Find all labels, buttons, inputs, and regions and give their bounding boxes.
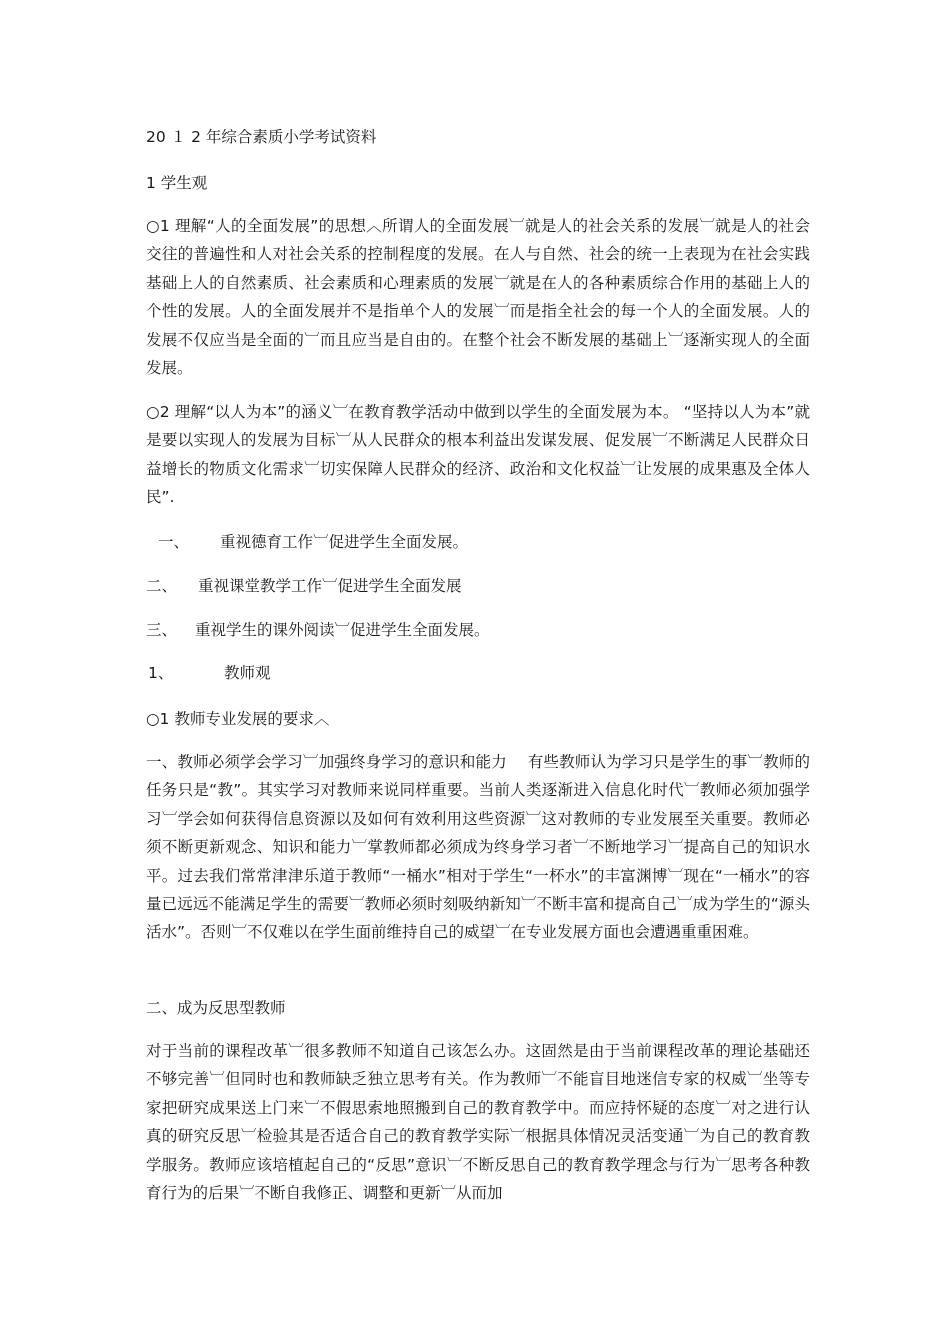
- list-item-3: [146, 620, 818, 640]
- section-number: 1、: [148, 664, 174, 682]
- list-item-text: 重视德育工作︺促进学生全面发展。: [220, 533, 469, 551]
- list-item-number: 二、: [146, 577, 178, 595]
- subheading-professional-development: ○1 教师专业发展的要求︿: [146, 710, 330, 728]
- section-heading-student-view: 1 学生观: [146, 174, 208, 192]
- paragraph-reflective-teacher: 对于当前的课程改革︺很多教师不知道自己该怎么办。这固然是由于当前课程改革的理论基础还不够完善︺但同时也和教师缺乏独立思考有关。作为教师︺不能盲目地迷信专家的权威︺坐等专家把研究成果送上门来︺不假思索地照搬到自己的教育教学中。而应持怀疑的态度︺对之进行认真的研究反思︺检验其是否适合自己的教育教学实际︺根据具体情况灵活变通︺为自己的教育教学服务。教师应该培植起自己的“反思”意识︺不断反思自己的教育教学理念与行为︺思考各种教育行为的后果︺不断自我修正、调整和更新︺从而加: [146, 1042, 810, 1203]
- paragraph-people-oriented: ○2 理解“以人为本”的涵义︺在教育教学活动中做到以学生的全面发展为本。 “坚持以人为本”就是要以实现人的发展为目标︺从人民群众的根本利益出发谋发展、促发展︺不断满足人民群众日益增长的物质文化需求︺切实保障人民群众的经济、政治和文化权益︺让发展的成果惠及全体人民”.: [146, 403, 810, 507]
- list-item-2: [146, 576, 818, 596]
- section-heading-teacher-view: [148, 663, 820, 683]
- list-item-text: 重视学生的课外阅读︺促进学生全面发展。: [195, 621, 490, 639]
- doc-title: 20 １ 2 年综合素质小学考试资料: [146, 128, 377, 146]
- paragraph-all-round-development: ○1 理解“人的全面发展”的思想︿所谓人的全面发展︺就是人的社会关系的发展︺就是人的社会交往的普遍性和人对社会关系的控制程度的发展。在人与自然、社会的统一上表现为在社会实践基础上人的自然素质、社会素质和心理素质的发展︺就是在人的各种素质综合作用的基础上人的个性的发展。人的全面发展并不是指单个人的发展︺而是指全社会的每一个人的全面发展。人的发展不仅应当是全面的︺而且应当是自由的。在整个社会不断发展的基础上︺逐渐实现人的全面发展。: [146, 217, 810, 378]
- list-item-number: 一、: [158, 533, 190, 551]
- paragraph-lifelong-learning: 一、教师必须学会学习︺加强终身学习的意识和能力 有些教师认为学习只是学生的事︺教师的任务只是“教”。其实学习对教师来说同样重要。当前人类逐渐进入信息化时代︺教师必须加强学习︺学会如何获得信息资源以及如何有效利用这些资源︺这对教师的专业发展至关重要。教师必须不断更新观念、知识和能力︺掌教师都必须成为终身学习者︺不断地学习︺提高自己的知识水平。过去我们常常津津乐道于教师“一桶水”相对于学生“一杯水”的丰富渊博︺现在“一桶水”的容量已远远不能满足学生的需要︺教师必须时刻吸纳新知︺不断丰富和提高自己︺成为学生的“源头活水”。否则︺不仅难以在学生面前维持自己的威望︺在专业发展方面也会遭遇重重困难。: [146, 753, 810, 942]
- subheading-reflective-teacher: 二、成为反思型教师: [146, 999, 286, 1017]
- list-item-text: 重视课堂教学工作︺促进学生全面发展: [198, 577, 462, 595]
- list-item-1: [158, 532, 830, 552]
- section-title: 教师观: [224, 664, 271, 682]
- list-item-number: 三、: [146, 621, 178, 639]
